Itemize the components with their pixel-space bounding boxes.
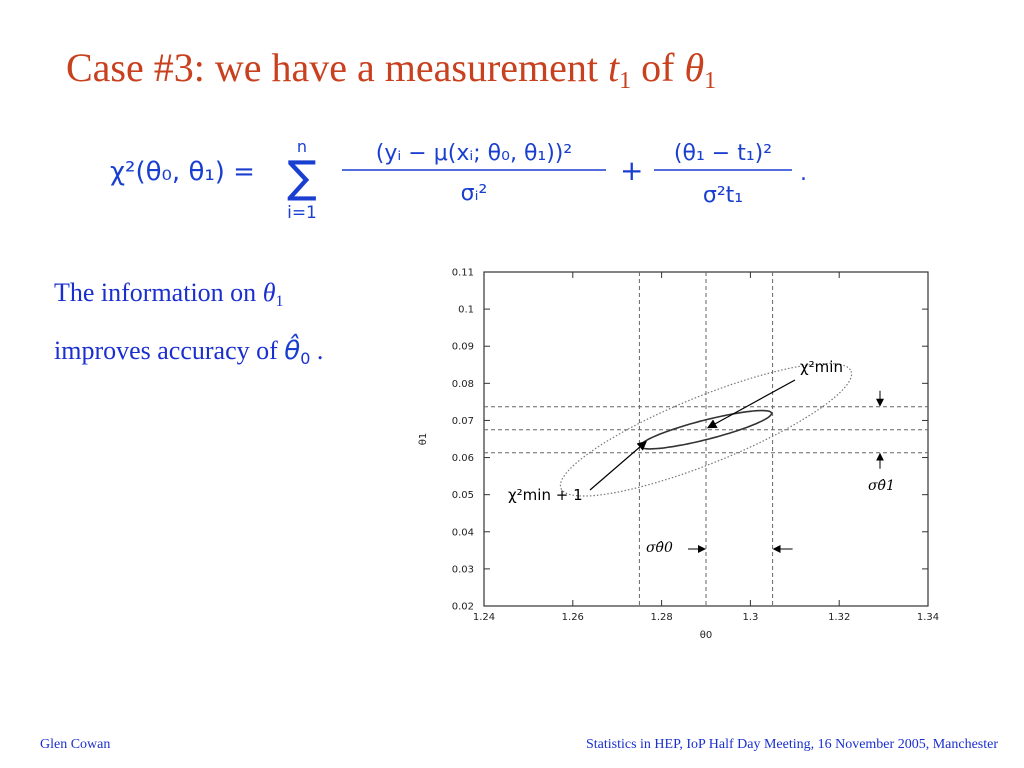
- eq-sum-upper: n: [296, 137, 308, 156]
- footer-author: Glen Cowan: [40, 737, 111, 752]
- y-tick-label: 0.02: [451, 601, 474, 613]
- y-axis-label: θ1: [418, 432, 429, 446]
- y-tick-label: 0.04: [451, 527, 474, 539]
- y-tick-label: 0.03: [451, 564, 474, 576]
- body-line-1: [54, 278, 283, 311]
- x-tick-label: 1.34: [916, 612, 940, 623]
- body-line2-end: .: [310, 336, 324, 365]
- title-t: t: [608, 45, 620, 90]
- footer-event: Statistics in HEP, IoP Half Day Meeting, 16 November 2005, Manchester: [585, 737, 998, 752]
- eq-sum-symbol: ∑: [287, 152, 317, 203]
- x-tick-label: 1.24: [472, 612, 496, 623]
- body-line1-sub: 1: [275, 293, 284, 310]
- equation-svg: [110, 128, 830, 228]
- x-tick-label: 1.28: [650, 612, 673, 623]
- title-t-sub: 1: [619, 68, 632, 94]
- x-tick-label: 1.32: [828, 612, 851, 623]
- chi2-min-arrow: [708, 380, 795, 428]
- chi2-min-plus-one-arrow: [590, 442, 646, 490]
- eq-term2-num: (θ₁ − t₁)²: [673, 141, 773, 166]
- sigma-theta1-label: σθ̂1: [868, 478, 895, 494]
- title-theta: θ: [684, 45, 705, 90]
- y-tick-label: 0.09: [451, 341, 474, 353]
- eq-sum-lower: i=1: [287, 203, 317, 223]
- chi2-min-plus-one-label: χ²min + 1: [508, 486, 583, 504]
- sigma-theta0-label: σθ̂0: [646, 540, 673, 556]
- y-tick-label: 0.06: [451, 453, 474, 465]
- body-line1-theta: θ: [262, 278, 276, 307]
- y-tick-label: 0.11: [451, 267, 474, 279]
- body-line2-text: improves accuracy of: [54, 336, 285, 365]
- chi2-min-label: χ²min: [800, 358, 843, 376]
- body-line1-text: The information on: [54, 278, 263, 307]
- y-tick-label: 0.07: [451, 415, 474, 427]
- x-axis-label: θ0: [699, 630, 713, 641]
- eq-lhs: χ²(θ₀, θ₁) =: [110, 157, 255, 187]
- eq-plus: +: [620, 154, 644, 187]
- title-prefix: Case #3: we have a measurement: [66, 45, 609, 90]
- title-theta-sub: 1: [704, 68, 717, 94]
- body-line-2: [54, 336, 323, 368]
- eq-term1-den: σᵢ²: [460, 181, 488, 206]
- plot-svg: [410, 262, 955, 647]
- y-tick-label: 0.1: [458, 304, 474, 316]
- x-tick-label: 1.26: [561, 612, 584, 623]
- title-of: of: [631, 45, 685, 90]
- slide-title: [66, 44, 716, 95]
- body-line2-theta: θ̂: [284, 336, 301, 366]
- body-line2-sub: 0: [300, 349, 311, 368]
- eq-term1-num: (yᵢ − μ(xᵢ; θ₀, θ₁))²: [375, 141, 573, 166]
- eq-period: .: [800, 161, 807, 186]
- y-tick-label: 0.08: [451, 378, 474, 390]
- x-tick-label: 1.3: [742, 612, 759, 623]
- eq-term2-den: σ²t₁: [702, 183, 744, 208]
- y-tick-label: 0.05: [451, 490, 474, 502]
- contour-plot: [410, 262, 955, 647]
- chi-square-equation: [110, 128, 830, 235]
